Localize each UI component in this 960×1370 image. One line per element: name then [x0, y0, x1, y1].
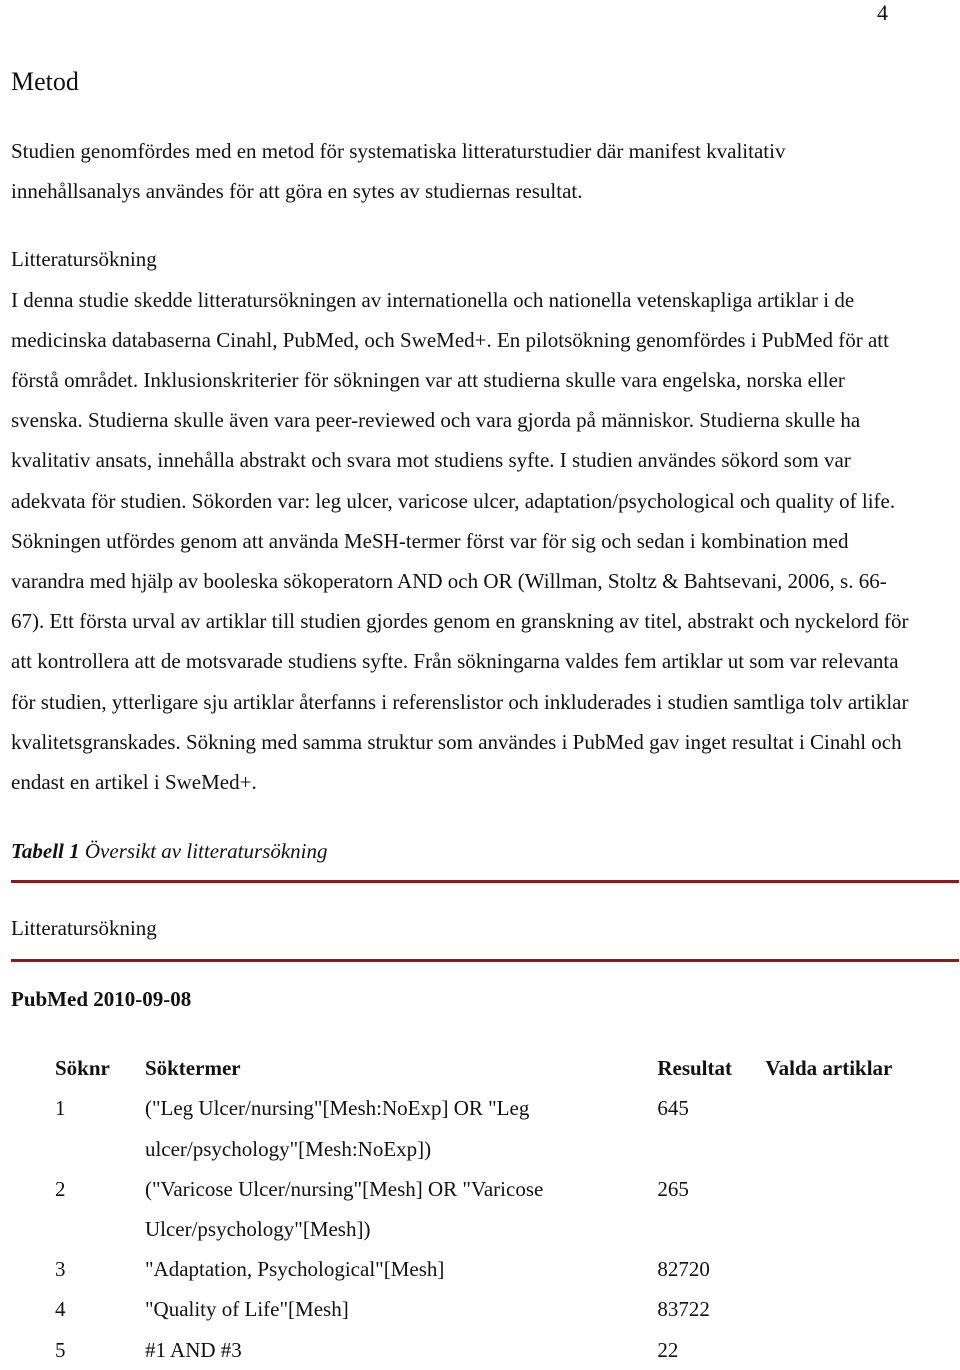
- row-selected: [765, 1289, 911, 1329]
- body-paragraph: I denna studie skedde litteratursökningen av internationella och nationella vetenskapliga artiklar i de medicinska databaserna Cinahl, PubMed, och SweMed+. En pilotsökning genomfördes i PubMed för att förstå området. Inklusionskriterier för sökningen var att studierna skulle vara engelska, norska eller svenska. Studierna skulle även vara peer-reviewed och vara gjorda på människor. Studierna skulle ha kvalitativ ansats, innehålla abstrakt och svara mot studiens syfte. I studien användes sökord som var adekvata för studien. Sökorden var: leg ulcer, varicose ulcer, adaptation/psychological och quality of life. Sökningen utfördes genom att använda MeSH-termer först var för sig och sedan i kombination med varandra med hjälp av booleska sökoperatorn AND och OR (Willman, Stoltz & Bahtsevani, 2006, s. 66-67). Ett första urval av artiklar till studien gjordes genom en granskning av titel, abstrakt och nyckelord för att kontrollera att de motsvarade studiens syfte. Från sökningarna valdes fem artiklar ut som var relevanta för studien, ytterligare sju artiklar återfanns i referenslistor och inkluderades i studien samtliga tolv artiklar kvalitetsgranskades. Sökning med samma struktur som användes i PubMed gav inget resultat i Cinahl och endast en artikel i SweMed+.: [11, 287, 909, 795]
- subheading-litteratursokning: Litteratursökning: [11, 247, 157, 272]
- row-terms-line: ("Leg Ulcer/nursing"[Mesh:NoExp] OR "Leg: [144, 1096, 530, 1121]
- row-result: 83722: [657, 1297, 710, 1322]
- row-nr: 2: [55, 1176, 66, 1201]
- row-selected: [765, 1249, 911, 1289]
- table-row: [55, 1088, 911, 1168]
- table-block-title: Litteratursökning: [11, 916, 157, 941]
- table-caption-label: Tabell 1: [11, 839, 80, 864]
- header-soktermer: Söktermer: [144, 1056, 241, 1081]
- row-nr: 5: [55, 1337, 66, 1362]
- header-soknr: Söknr: [55, 1056, 110, 1081]
- row-result: 645: [657, 1096, 689, 1121]
- table-row: [55, 1289, 911, 1329]
- row-terms: "Adaptation, Psychological"[Mesh]: [144, 1257, 445, 1282]
- row-nr: 4: [55, 1297, 66, 1322]
- row-nr: 3: [55, 1257, 66, 1282]
- table-row: [55, 1249, 911, 1289]
- row-terms-line: ("Varicose Ulcer/nursing"[Mesh] OR "Varicose: [144, 1176, 544, 1201]
- table-row: [55, 1330, 911, 1370]
- table-row: [55, 1169, 911, 1249]
- table-header-row: [55, 1048, 911, 1088]
- row-result: 265: [657, 1176, 689, 1201]
- row-selected: [765, 1169, 911, 1249]
- row-selected: [765, 1088, 911, 1168]
- row-terms: [145, 1169, 657, 1249]
- section-title: Metod: [11, 67, 79, 96]
- document-body: [11, 62, 911, 1370]
- row-terms-line: Ulcer/psychology"[Mesh]): [144, 1217, 371, 1242]
- page-number: 4: [877, 0, 888, 25]
- row-terms-line: ulcer/psychology"[Mesh:NoExp]): [144, 1136, 432, 1161]
- table-top-rule: [11, 880, 959, 883]
- row-selected: [765, 1330, 911, 1370]
- search-table: [55, 1048, 911, 1370]
- header-valda-artiklar: Valda artiklar: [765, 1056, 893, 1081]
- table-caption-text: Översikt av litteratursökning: [84, 839, 328, 864]
- database-title: PubMed 2010-09-08: [11, 987, 192, 1012]
- intro-paragraph: Studien genomfördes med en metod för systematiska litteraturstudier där manifest kvalitativ innehållsanalys användes för att göra en sytes av studiernas resultat.: [11, 139, 786, 204]
- row-terms: "Quality of Life"[Mesh]: [144, 1297, 349, 1322]
- table-caption: [11, 836, 911, 866]
- row-result: 22: [657, 1337, 679, 1362]
- row-terms: [145, 1088, 657, 1168]
- row-nr: 1: [55, 1096, 66, 1121]
- table-mid-rule: [11, 959, 959, 962]
- row-result: 82720: [657, 1257, 710, 1282]
- row-terms: #1 AND #3: [144, 1337, 242, 1362]
- header-resultat: Resultat: [657, 1056, 732, 1081]
